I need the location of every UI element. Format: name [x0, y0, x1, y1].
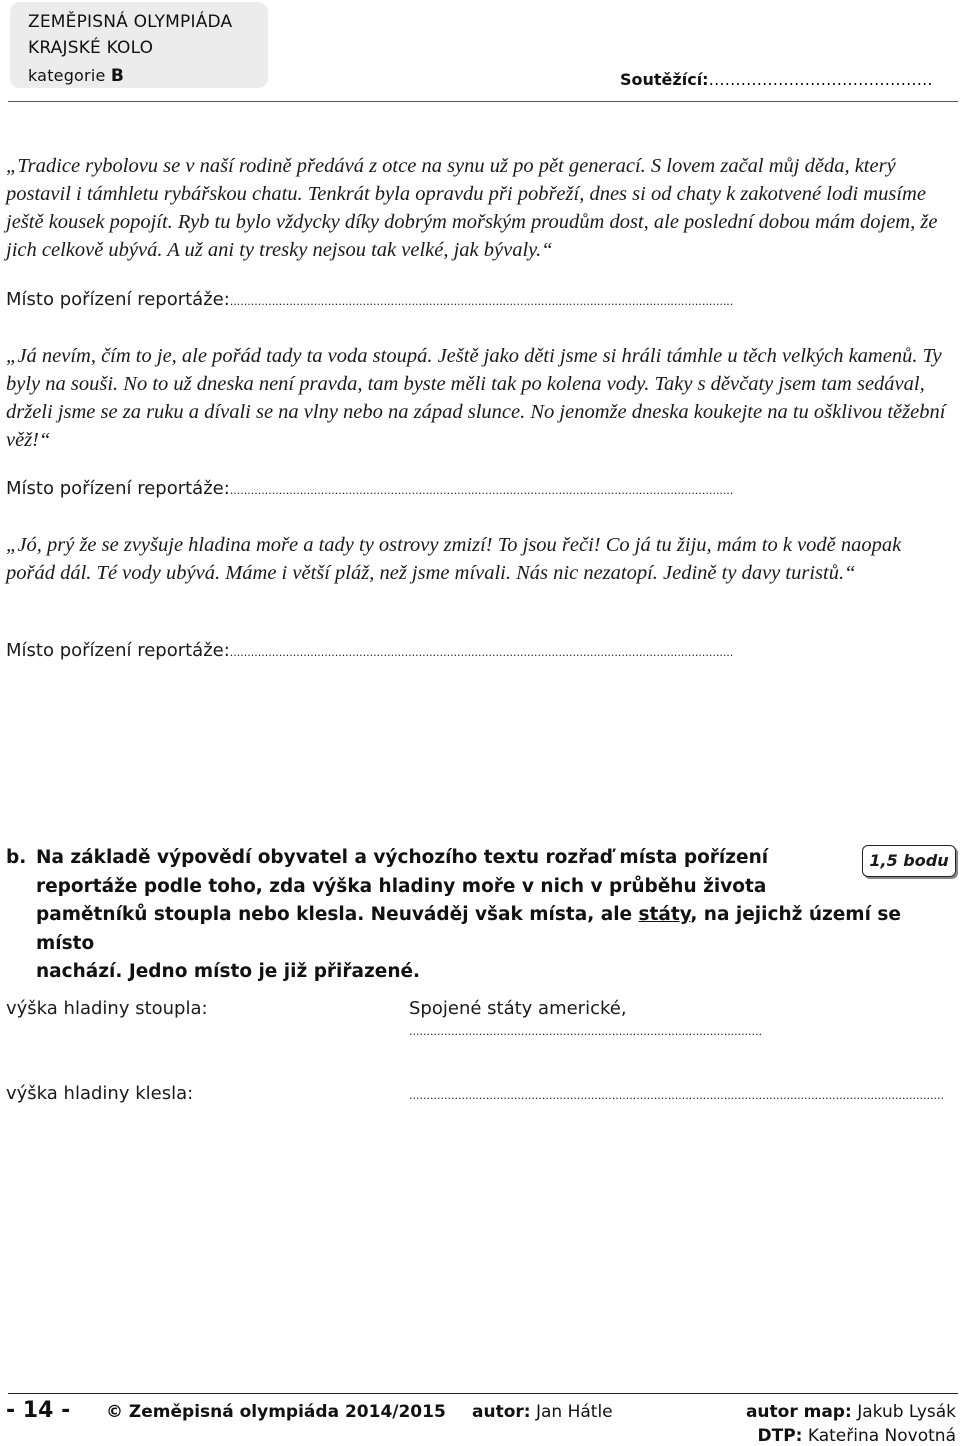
task-letter: b.	[6, 847, 27, 868]
page-number: - 14 -	[6, 1398, 71, 1423]
quote-3: „Jó, prý že se zvyšuje hladina moře a tady ty ostrovy zmizí! To jsou řeči! Co já tu žiju, mám to k vodě naopak pořád dál. Té vody ubývá. Máme i větší pláž, než jsme mívali. Nás nic nezatopí. Jedině ty davy turistů.“	[6, 534, 902, 584]
header-divider	[8, 101, 958, 102]
place-answer-dots[interactable]: ................................................................................................................................................	[229, 295, 734, 308]
map-author-label: autor map:	[745, 1402, 852, 1422]
author	[472, 1402, 613, 1422]
task-underlined-word: státy	[638, 904, 691, 925]
task-instructions	[6, 844, 946, 987]
place-label: Místo pořízení reportáže:	[6, 640, 230, 661]
task-line-3-b: , na jejichž území se místo	[36, 904, 901, 954]
copyright: © Zeměpisná olympiáda 2014/2015	[106, 1402, 446, 1422]
competitor-label: Soutěžící:	[620, 70, 709, 89]
place-field-1[interactable]	[6, 289, 733, 310]
footer-divider	[8, 1393, 958, 1394]
round-title: KRAJSKÉ KOLO	[28, 38, 154, 58]
place-label: Místo pořízení reportáže:	[6, 478, 230, 499]
prefilled-answer: Spojené státy americké,	[409, 998, 627, 1019]
quote-1: „Tradice rybolovu se v naší rodině předává z otce na synu už po pět generací. S lovem začal můj děda, který postavil i támhletu rybářskou chatu. Tenkrát byla opravdu při pobřeží, dnes si od chaty k zakotvené lodi musíme ještě kousek popojít. Ryb tu bylo vždycky díky dobrým mořským proudům dost, ale poslední dobou mám dojem, že jich celkově ubývá. A už ani ty tresky nejsou tak velké, jak bývaly.“	[6, 155, 938, 261]
place-field-2[interactable]	[6, 478, 733, 499]
task-line-1: Na základě výpovědí obyvatel a výchozího textu rozřaď místa pořízení	[36, 847, 769, 868]
place-answer-dots[interactable]: ................................................................................................................................................	[229, 484, 734, 497]
competitor-field[interactable]	[620, 70, 933, 89]
place-field-3[interactable]	[6, 640, 733, 661]
answer-dots[interactable]: .....................................................................................................	[409, 1025, 763, 1038]
header-box	[10, 2, 268, 88]
points-badge: 1,5 bodu	[862, 845, 956, 877]
answer-label-rose: výška hladiny stoupla:	[6, 998, 208, 1019]
author-name: Jan Hátle	[535, 1402, 613, 1422]
dtp-label: DTP:	[757, 1426, 803, 1446]
dtp-credit	[757, 1426, 956, 1446]
task-line-4: nachází. Jedno místo je již přiřazené.	[36, 961, 421, 982]
answer-dots[interactable]: .........................................................................................................................................................	[409, 1089, 944, 1102]
author-label: autor:	[472, 1402, 531, 1422]
answer-field-rose[interactable]	[409, 998, 949, 1040]
category-label: kategorie	[28, 66, 106, 85]
category	[28, 66, 124, 86]
map-author	[746, 1402, 956, 1422]
place-label: Místo pořízení reportáže:	[6, 289, 230, 310]
olympiad-title: ZEMĚPISNÁ OLYMPIÁDA	[28, 12, 233, 32]
quote-2: „Já nevím, čím to je, ale pořád tady ta voda stoupá. Ještě jako děti jsme si hráli támhle u těch velkých kamenů. Ty byly na souši. No to už dneska není pravda, tam byste měli tak po kolena vody. Taky s děvčaty jsem tam sedával, drželi jsme se za ruku a dívali se na vlny nebo na západ slunce. No jenomže dneska koukejte na tu ošklivou těžební věž!“	[6, 345, 946, 451]
map-author-name: Jakub Lysák	[857, 1402, 956, 1422]
task-line-2: reportáže podle toho, zda výška hladiny moře v nich v průběhu života	[36, 875, 767, 897]
task-line-3	[6, 901, 946, 958]
dtp-name: Kateřina Novotná	[807, 1426, 956, 1446]
task-line-3-a: pamětníků stoupla nebo klesla. Neuváděj však místa, ale	[36, 904, 639, 925]
category-value: B	[110, 66, 124, 86]
competitor-dots[interactable]: ……………………………………	[708, 70, 933, 89]
answer-field-fell[interactable]	[409, 1083, 949, 1104]
place-answer-dots[interactable]: ................................................................................................................................................	[229, 646, 734, 659]
answer-label-fell: výška hladiny klesla:	[6, 1083, 194, 1104]
